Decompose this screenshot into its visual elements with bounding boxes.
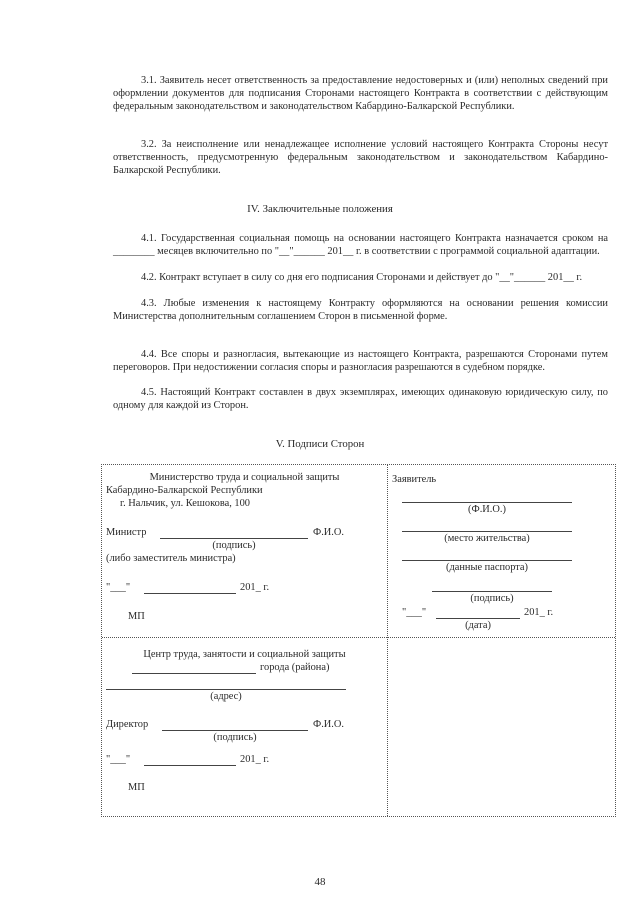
center-city-line <box>132 673 256 674</box>
paragraph-4-5: 4.5. Настоящий Контракт составлен в двух экземплярах, имеющих одинаковую юридическую силу, по одному для каждой из Сторон. <box>113 387 608 411</box>
center-name-line1: Центр труда, занятости и социальной защиты <box>143 649 346 660</box>
center-date-year: 201_ г. <box>240 754 270 765</box>
ministry-seal: МП <box>128 611 145 622</box>
center-seal: МП <box>128 782 145 793</box>
minister-signature-caption: (подпись) <box>212 540 256 551</box>
applicant-signature-caption: (подпись) <box>470 593 514 604</box>
paragraph-4-3: 4.3. Любые изменения к настоящему Контракту оформляются на основании решения комиссии Министерства дополнительным соглашением Сторон в письменной форме. <box>113 298 608 322</box>
ministry-date-year: 201_ г. <box>240 582 270 593</box>
applicant-passport-caption: (данные паспорта) <box>445 562 528 573</box>
ministry-name-line1: Министерство труда и социальной защиты <box>149 472 340 483</box>
ministry-name-line2: Кабардино-Балкарской Республики <box>106 485 263 496</box>
paragraph-4-2: 4.2. Контракт вступает в силу со дня его подписания Сторонами и действует до "__"______ 201__ г. <box>141 272 583 283</box>
minister-label: Министр <box>106 527 147 538</box>
deputy-caption: (либо заместитель министра) <box>106 553 236 564</box>
applicant-cell <box>388 465 615 637</box>
applicant-fio-caption: (Ф.И.О.) <box>468 504 506 515</box>
applicant-date-year: 201_ г. <box>524 607 554 618</box>
center-address-caption: (адрес) <box>210 691 242 702</box>
paragraph-3-1: 3.1. Заявитель несет ответственность за предоставление недостоверных и (или) неполных сведений при оформлении документов для подписания Сторонами настоящего Контракта в соответствии с действующим федеральным законодательством и законодательством Кабардино-Балкарской Республики. <box>113 75 608 112</box>
minister-fio: Ф.И.О. <box>313 527 345 538</box>
section-4-title: IV. Заключительные положения <box>247 203 393 215</box>
applicant-date-day: "___" <box>402 607 427 618</box>
director-fio: Ф.И.О. <box>313 719 345 730</box>
signatures-table <box>101 464 616 817</box>
paragraph-4-1: 4.1. Государственная социальная помощь на основании настоящего Контракта назначается сроком на ________ месяцев включительно по "__"______ 201__ г. в соответствии с программой социальной адаптации. <box>113 233 608 257</box>
applicant-title: Заявитель <box>392 474 437 485</box>
section-5-title: V. Подписи Сторон <box>275 438 365 450</box>
paragraph-4-4: 4.4. Все споры и разногласия, вытекающие из настоящего Контракта, разрешаются Сторонами путем переговоров. При недостижении согласия споры и разногласия разрешаются в судебном порядке. <box>113 349 608 373</box>
applicant-residence-caption: (место жительства) <box>444 533 530 544</box>
page-number: 48 <box>314 876 326 888</box>
empty-cell <box>388 638 615 816</box>
paragraph-3-2: 3.2. За неисполнение или ненадлежащее исполнение условий настоящего Контракта Стороны несут ответственность, предусмотренную федеральным законодательством и законодательством Кабардино-Балкарской Республики. <box>113 139 608 176</box>
center-cell <box>102 638 387 816</box>
applicant-date-caption: (дата) <box>465 620 491 631</box>
center-date-day: "___" <box>106 754 131 765</box>
ministry-date-line <box>144 593 236 594</box>
director-signature-caption: (подпись) <box>213 732 257 743</box>
ministry-cell <box>102 465 387 637</box>
ministry-address: г. Нальчик, ул. Кешокова, 100 <box>120 498 250 509</box>
center-name-line2: города (района) <box>260 662 330 673</box>
ministry-date-day: "___" <box>106 582 131 593</box>
director-label: Директор <box>106 719 149 730</box>
center-date-line <box>144 765 236 766</box>
